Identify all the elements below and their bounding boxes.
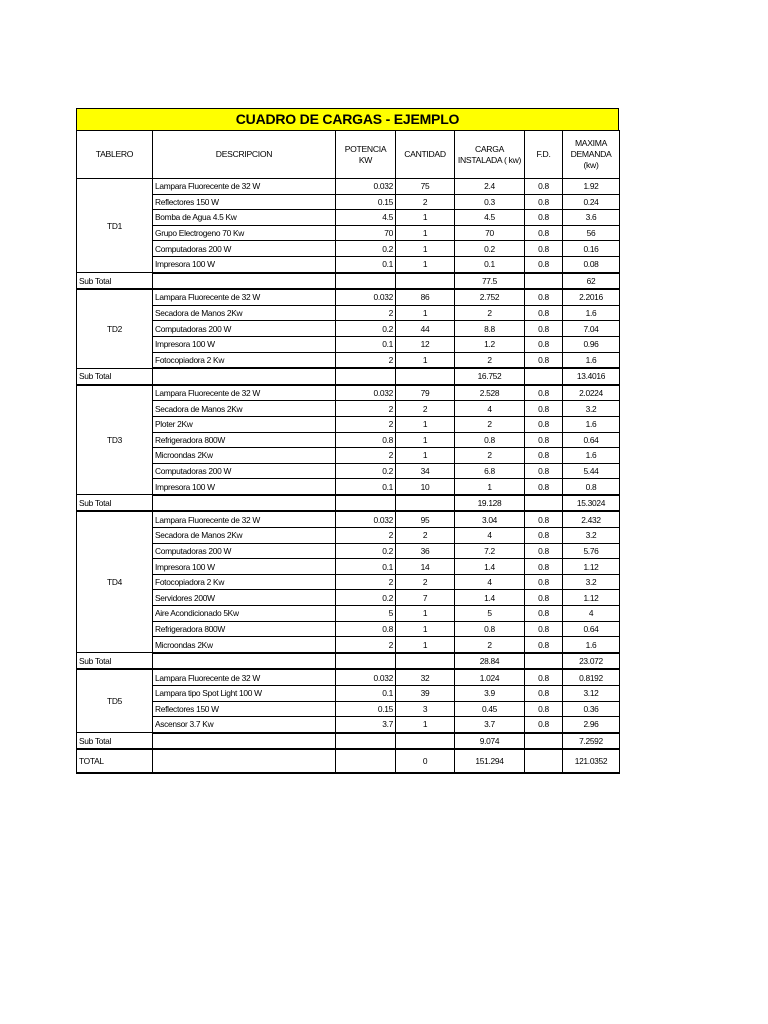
potencia-cell: 0.1: [336, 559, 396, 575]
cantidad-cell: 1: [396, 305, 455, 321]
descripcion-cell: Computadoras 200 W: [153, 321, 336, 337]
empty-cell: [153, 368, 336, 385]
total-label: TOTAL: [77, 749, 153, 773]
table-row: [77, 669, 620, 685]
fd-cell: 0.8: [525, 559, 563, 575]
carga-instalada-cell: 4.5: [455, 210, 525, 226]
carga-instalada-cell: 1.2: [455, 336, 525, 352]
descripcion-cell: Impresora 100 W: [153, 559, 336, 575]
subtotal-row: [77, 653, 620, 670]
maxima-demanda-cell: 1.6: [563, 416, 620, 432]
fd-cell: 0.8: [525, 574, 563, 590]
fd-cell: 0.8: [525, 701, 563, 717]
table-row: [77, 225, 620, 241]
maxima-demanda-cell: 0.16: [563, 241, 620, 257]
maxima-demanda-cell: 3.2: [563, 401, 620, 417]
carga-instalada-cell: 2: [455, 416, 525, 432]
descripcion-cell: Secadora de Manos 2Kw: [153, 305, 336, 321]
total-carga: 151.294: [455, 749, 525, 773]
empty-cell: [396, 495, 455, 512]
carga-instalada-cell: 2.4: [455, 179, 525, 195]
fd-cell: 0.8: [525, 432, 563, 448]
maxima-demanda-cell: 4: [563, 606, 620, 622]
subtotal-row: [77, 368, 620, 385]
table-row: [77, 637, 620, 653]
empty-cell: [336, 749, 396, 773]
table-row: [77, 210, 620, 226]
fd-cell: 0.8: [525, 590, 563, 606]
potencia-cell: 0.8: [336, 621, 396, 637]
descripcion-cell: Lampara Fluorecente de 32 W: [153, 179, 336, 195]
fd-cell: 0.8: [525, 528, 563, 544]
descripcion-cell: Secadora de Manos 2Kw: [153, 528, 336, 544]
maxima-demanda-cell: 2.0224: [563, 385, 620, 401]
maxima-demanda-cell: 56: [563, 225, 620, 241]
potencia-cell: 4.5: [336, 210, 396, 226]
fd-cell: 0.8: [525, 289, 563, 305]
maxima-demanda-cell: 0.64: [563, 432, 620, 448]
cantidad-cell: 79: [396, 385, 455, 401]
cantidad-cell: 1: [396, 256, 455, 272]
table-row: [77, 463, 620, 479]
empty-cell: [336, 733, 396, 750]
potencia-cell: 2: [336, 637, 396, 653]
carga-instalada-cell: 2.528: [455, 385, 525, 401]
descripcion-cell: Grupo Electrogeno 70 Kw: [153, 225, 336, 241]
cantidad-cell: 36: [396, 543, 455, 559]
empty-cell: [153, 273, 336, 290]
carga-instalada-cell: 4: [455, 528, 525, 544]
descripcion-cell: Impresora 100 W: [153, 336, 336, 352]
carga-instalada-cell: 2: [455, 448, 525, 464]
subtotal-carga: 16.752: [455, 368, 525, 385]
potencia-cell: 0.1: [336, 686, 396, 702]
empty-cell: [525, 495, 563, 512]
fd-cell: 0.8: [525, 669, 563, 685]
carga-instalada-cell: 6.8: [455, 463, 525, 479]
table-row: [77, 621, 620, 637]
carga-instalada-cell: 1: [455, 479, 525, 495]
potencia-cell: 0.2: [336, 543, 396, 559]
empty-cell: [336, 273, 396, 290]
empty-cell: [153, 495, 336, 512]
maxima-demanda-cell: 7.04: [563, 321, 620, 337]
carga-instalada-cell: 5: [455, 606, 525, 622]
maxima-demanda-cell: 1.6: [563, 448, 620, 464]
maxima-demanda-cell: 1.12: [563, 559, 620, 575]
cantidad-cell: 2: [396, 401, 455, 417]
carga-instalada-cell: 2: [455, 637, 525, 653]
empty-cell: [336, 495, 396, 512]
fd-cell: 0.8: [525, 401, 563, 417]
maxima-demanda-cell: 0.64: [563, 621, 620, 637]
potencia-cell: 2: [336, 448, 396, 464]
fd-cell: 0.8: [525, 416, 563, 432]
descripcion-cell: Impresora 100 W: [153, 256, 336, 272]
descripcion-cell: Reflectores 150 W: [153, 194, 336, 210]
potencia-cell: 70: [336, 225, 396, 241]
subtotal-carga: 9.074: [455, 733, 525, 750]
fd-cell: 0.8: [525, 479, 563, 495]
fd-cell: 0.8: [525, 194, 563, 210]
fd-cell: 0.8: [525, 305, 563, 321]
total-row: [77, 749, 620, 773]
subtotal-label: Sub Total: [77, 368, 153, 385]
carga-instalada-cell: 0.2: [455, 241, 525, 257]
cantidad-cell: 32: [396, 669, 455, 685]
subtotal-carga: 77.5: [455, 273, 525, 290]
descripcion-cell: Lampara Fluorecente de 32 W: [153, 511, 336, 527]
carga-instalada-cell: 3.9: [455, 686, 525, 702]
cantidad-cell: 3: [396, 701, 455, 717]
carga-instalada-cell: 4: [455, 574, 525, 590]
carga-instalada-cell: 70: [455, 225, 525, 241]
total-cantidad: 0: [396, 749, 455, 773]
descripcion-cell: Microondas 2Kw: [153, 448, 336, 464]
carga-instalada-cell: 2: [455, 305, 525, 321]
carga-instalada-cell: 0.8: [455, 621, 525, 637]
empty-cell: [153, 749, 336, 773]
carga-instalada-cell: 0.8: [455, 432, 525, 448]
cantidad-cell: 75: [396, 179, 455, 195]
maxima-demanda-cell: 0.36: [563, 701, 620, 717]
table-row: [77, 543, 620, 559]
carga-instalada-cell: 4: [455, 401, 525, 417]
cantidad-cell: 1: [396, 717, 455, 733]
carga-instalada-cell: 2.752: [455, 289, 525, 305]
header-potencia: POTENCIA KW: [336, 131, 396, 179]
subtotal-maxima: 23.072: [563, 653, 620, 670]
descripcion-cell: Lampara tipo Spot Light 100 W: [153, 686, 336, 702]
descripcion-cell: Computadoras 200 W: [153, 543, 336, 559]
header-descripcion: DESCRIPCION: [153, 131, 336, 179]
potencia-cell: 0.15: [336, 701, 396, 717]
potencia-cell: 0.2: [336, 463, 396, 479]
header-row: [77, 131, 620, 179]
maxima-demanda-cell: 2.2016: [563, 289, 620, 305]
potencia-cell: 2: [336, 574, 396, 590]
table-row: [77, 289, 620, 305]
cantidad-cell: 1: [396, 416, 455, 432]
empty-cell: [525, 653, 563, 670]
subtotal-row: [77, 733, 620, 750]
potencia-cell: 0.2: [336, 590, 396, 606]
maxima-demanda-cell: 1.6: [563, 352, 620, 368]
maxima-demanda-cell: 0.8: [563, 479, 620, 495]
potencia-cell: 0.032: [336, 385, 396, 401]
fd-cell: 0.8: [525, 448, 563, 464]
empty-cell: [525, 733, 563, 750]
header-tablero: TABLERO: [77, 131, 153, 179]
table-row: [77, 385, 620, 401]
carga-instalada-cell: 7.2: [455, 543, 525, 559]
subtotal-carga: 28.84: [455, 653, 525, 670]
cantidad-cell: 1: [396, 432, 455, 448]
cantidad-cell: 2: [396, 528, 455, 544]
fd-cell: 0.8: [525, 179, 563, 195]
carga-instalada-cell: 0.45: [455, 701, 525, 717]
load-table: [76, 130, 620, 774]
table-row: [77, 416, 620, 432]
descripcion-cell: Lampara Fluorecente de 32 W: [153, 289, 336, 305]
table-row: [77, 606, 620, 622]
cantidad-cell: 10: [396, 479, 455, 495]
fd-cell: 0.8: [525, 463, 563, 479]
descripcion-cell: Servidores 200W: [153, 590, 336, 606]
carga-instalada-cell: 1.4: [455, 559, 525, 575]
cantidad-cell: 1: [396, 448, 455, 464]
fd-cell: 0.8: [525, 225, 563, 241]
subtotal-label: Sub Total: [77, 273, 153, 290]
empty-cell: [396, 273, 455, 290]
table-row: [77, 574, 620, 590]
potencia-cell: 2: [336, 401, 396, 417]
cantidad-cell: 1: [396, 241, 455, 257]
tablero-cell: TD5: [77, 669, 153, 732]
cantidad-cell: 44: [396, 321, 455, 337]
subtotal-row: [77, 495, 620, 512]
descripcion-cell: Refrigeradora 800W: [153, 621, 336, 637]
subtotal-maxima: 62: [563, 273, 620, 290]
tablero-cell: TD2: [77, 289, 153, 368]
header-maxima-demanda: MAXIMA DEMANDA (kw): [563, 131, 620, 179]
carga-instalada-cell: 1.024: [455, 669, 525, 685]
fd-cell: 0.8: [525, 385, 563, 401]
cantidad-cell: 95: [396, 511, 455, 527]
descripcion-cell: Fotocopiadora 2 Kw: [153, 352, 336, 368]
maxima-demanda-cell: 1.12: [563, 590, 620, 606]
fd-cell: 0.8: [525, 637, 563, 653]
fd-cell: 0.8: [525, 352, 563, 368]
table-row: [77, 528, 620, 544]
table-row: [77, 717, 620, 733]
table-row: [77, 256, 620, 272]
cantidad-cell: 2: [396, 574, 455, 590]
fd-cell: 0.8: [525, 336, 563, 352]
potencia-cell: 0.1: [336, 256, 396, 272]
empty-cell: [336, 368, 396, 385]
cantidad-cell: 86: [396, 289, 455, 305]
empty-cell: [153, 733, 336, 750]
table-row: [77, 686, 620, 702]
carga-instalada-cell: 3.04: [455, 511, 525, 527]
table-row: [77, 321, 620, 337]
fd-cell: 0.8: [525, 511, 563, 527]
potencia-cell: 5: [336, 606, 396, 622]
tablero-cell: TD4: [77, 511, 153, 652]
carga-instalada-cell: 3.7: [455, 717, 525, 733]
descripcion-cell: Secadora de Manos 2Kw: [153, 401, 336, 417]
fd-cell: 0.8: [525, 606, 563, 622]
sheet-title: CUADRO DE CARGAS - EJEMPLO: [76, 108, 619, 130]
subtotal-label: Sub Total: [77, 495, 153, 512]
load-schedule-sheet: [76, 108, 619, 774]
empty-cell: [525, 273, 563, 290]
table-row: [77, 194, 620, 210]
cantidad-cell: 1: [396, 352, 455, 368]
empty-cell: [396, 368, 455, 385]
maxima-demanda-cell: 3.2: [563, 528, 620, 544]
maxima-demanda-cell: 2.96: [563, 717, 620, 733]
subtotal-carga: 19.128: [455, 495, 525, 512]
table-row: [77, 479, 620, 495]
descripcion-cell: Ascensor 3.7 Kw: [153, 717, 336, 733]
maxima-demanda-cell: 2.432: [563, 511, 620, 527]
table-row: [77, 432, 620, 448]
table-row: [77, 448, 620, 464]
descripcion-cell: Microondas 2Kw: [153, 637, 336, 653]
potencia-cell: 0.2: [336, 321, 396, 337]
subtotal-maxima: 7.2592: [563, 733, 620, 750]
descripcion-cell: Ploter 2Kw: [153, 416, 336, 432]
potencia-cell: 0.032: [336, 289, 396, 305]
descripcion-cell: Computadoras 200 W: [153, 463, 336, 479]
tablero-cell: TD3: [77, 385, 153, 495]
empty-cell: [396, 653, 455, 670]
potencia-cell: 0.1: [336, 336, 396, 352]
tablero-cell: TD1: [77, 179, 153, 273]
carga-instalada-cell: 0.1: [455, 256, 525, 272]
carga-instalada-cell: 1.4: [455, 590, 525, 606]
fd-cell: 0.8: [525, 256, 563, 272]
table-row: [77, 559, 620, 575]
empty-cell: [336, 653, 396, 670]
cantidad-cell: 1: [396, 210, 455, 226]
cantidad-cell: 12: [396, 336, 455, 352]
empty-cell: [525, 368, 563, 385]
potencia-cell: 0.1: [336, 479, 396, 495]
table-row: [77, 701, 620, 717]
maxima-demanda-cell: 5.44: [563, 463, 620, 479]
potencia-cell: 0.2: [336, 241, 396, 257]
carga-instalada-cell: 8.8: [455, 321, 525, 337]
subtotal-label: Sub Total: [77, 733, 153, 750]
table-body: [77, 179, 620, 774]
cantidad-cell: 34: [396, 463, 455, 479]
table-row: [77, 590, 620, 606]
maxima-demanda-cell: 5.76: [563, 543, 620, 559]
empty-cell: [525, 749, 563, 773]
descripcion-cell: Lampara Fluorecente de 32 W: [153, 669, 336, 685]
fd-cell: 0.8: [525, 717, 563, 733]
fd-cell: 0.8: [525, 686, 563, 702]
subtotal-row: [77, 273, 620, 290]
fd-cell: 0.8: [525, 543, 563, 559]
carga-instalada-cell: 0.3: [455, 194, 525, 210]
table-row: [77, 352, 620, 368]
potencia-cell: 0.032: [336, 669, 396, 685]
empty-cell: [396, 733, 455, 750]
potencia-cell: 0.032: [336, 179, 396, 195]
maxima-demanda-cell: 3.12: [563, 686, 620, 702]
header-carga-instalada: CARGA INSTALADA ( kw): [455, 131, 525, 179]
maxima-demanda-cell: 0.08: [563, 256, 620, 272]
maxima-demanda-cell: 1.6: [563, 305, 620, 321]
cantidad-cell: 39: [396, 686, 455, 702]
table-row: [77, 305, 620, 321]
subtotal-maxima: 13.4016: [563, 368, 620, 385]
maxima-demanda-cell: 3.6: [563, 210, 620, 226]
fd-cell: 0.8: [525, 241, 563, 257]
cantidad-cell: 1: [396, 621, 455, 637]
descripcion-cell: Computadoras 200 W: [153, 241, 336, 257]
maxima-demanda-cell: 3.2: [563, 574, 620, 590]
cantidad-cell: 14: [396, 559, 455, 575]
header-cantidad: CANTIDAD: [396, 131, 455, 179]
maxima-demanda-cell: 0.8192: [563, 669, 620, 685]
empty-cell: [153, 653, 336, 670]
descripcion-cell: Aire Acondicionado 5Kw: [153, 606, 336, 622]
carga-instalada-cell: 2: [455, 352, 525, 368]
fd-cell: 0.8: [525, 321, 563, 337]
subtotal-label: Sub Total: [77, 653, 153, 670]
potencia-cell: 0.15: [336, 194, 396, 210]
cantidad-cell: 2: [396, 194, 455, 210]
maxima-demanda-cell: 1.92: [563, 179, 620, 195]
cantidad-cell: 7: [396, 590, 455, 606]
potencia-cell: 3.7: [336, 717, 396, 733]
potencia-cell: 0.032: [336, 511, 396, 527]
cantidad-cell: 1: [396, 637, 455, 653]
descripcion-cell: Reflectores 150 W: [153, 701, 336, 717]
potencia-cell: 2: [336, 416, 396, 432]
descripcion-cell: Impresora 100 W: [153, 479, 336, 495]
cantidad-cell: 1: [396, 606, 455, 622]
potencia-cell: 2: [336, 352, 396, 368]
cantidad-cell: 1: [396, 225, 455, 241]
subtotal-maxima: 15.3024: [563, 495, 620, 512]
table-row: [77, 401, 620, 417]
potencia-cell: 0.8: [336, 432, 396, 448]
maxima-demanda-cell: 1.6: [563, 637, 620, 653]
table-row: [77, 179, 620, 195]
potencia-cell: 2: [336, 528, 396, 544]
maxima-demanda-cell: 0.96: [563, 336, 620, 352]
maxima-demanda-cell: 0.24: [563, 194, 620, 210]
descripcion-cell: Fotocopiadora 2 Kw: [153, 574, 336, 590]
total-maxima: 121.0352: [563, 749, 620, 773]
potencia-cell: 2: [336, 305, 396, 321]
descripcion-cell: Bomba de Agua 4.5 Kw: [153, 210, 336, 226]
fd-cell: 0.8: [525, 210, 563, 226]
fd-cell: 0.8: [525, 621, 563, 637]
table-row: [77, 336, 620, 352]
table-row: [77, 241, 620, 257]
descripcion-cell: Lampara Fluorecente de 32 W: [153, 385, 336, 401]
header-fd: F.D.: [525, 131, 563, 179]
descripcion-cell: Refrigeradora 800W: [153, 432, 336, 448]
table-row: [77, 511, 620, 527]
